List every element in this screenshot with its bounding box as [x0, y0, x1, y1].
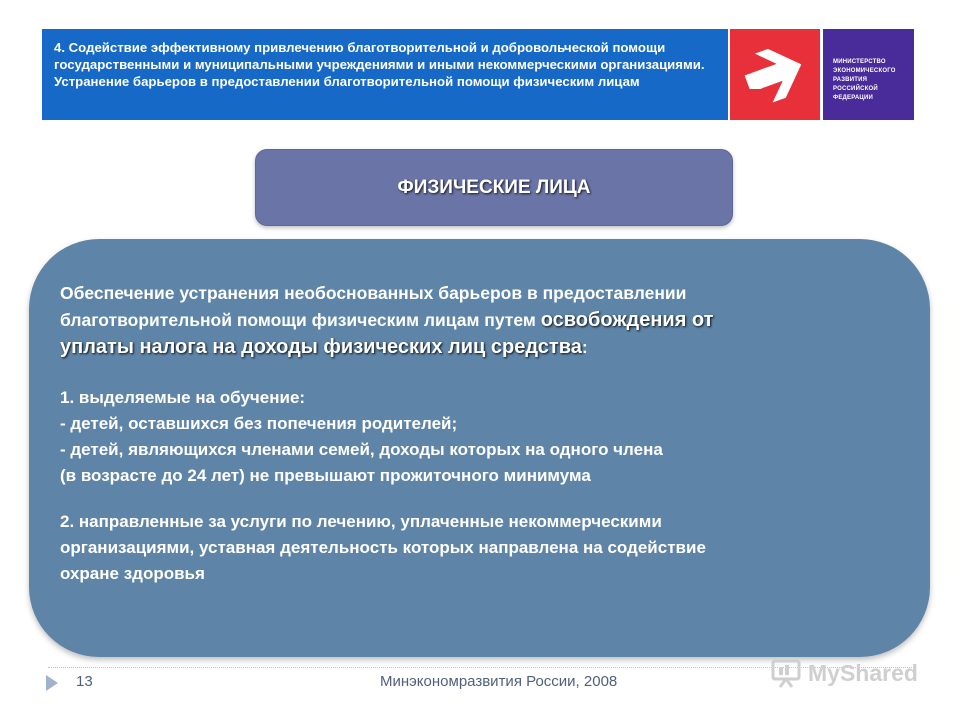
list-item: - детей, оставшихся без попечения родителей; [60, 414, 458, 433]
list-item: (в возрасте до 24 лет) не превышают прожиточного минимума [60, 466, 591, 485]
slide-title: 4. Содействие эффективному привлечению благотворительной и добровольческой помощи государственными и муниципальными учреждениями и иными некоммерческими организациями. Устранение барьеров в предоставлении благотворительной помощи физическим лицам [54, 40, 705, 89]
section-heading-box [255, 149, 733, 226]
presentation-icon [770, 658, 802, 688]
ministry-line: РАЗВИТИЯ [833, 77, 868, 83]
intro-line: Обеспечение устранения необоснованных барьеров в предоставлении [60, 283, 687, 303]
content-panel [29, 239, 930, 657]
panel-text [60, 280, 890, 587]
intro-text: благотворительной помощи физическим лицам путем [60, 310, 541, 330]
ministry-line: МИНИСТЕРСТВО [833, 59, 886, 65]
intro-line [60, 334, 890, 361]
ministry-name [833, 58, 911, 103]
intro-text: : [581, 337, 588, 357]
ministry-line: РОССИЙСКОЙ [833, 86, 878, 92]
watermark [768, 656, 928, 692]
list-item: - детей, являющихся членами семей, доходы которых на одного члена [60, 440, 663, 459]
footer-caption: Минэкономразвития России, 2008 [380, 673, 618, 690]
arrow-logo-icon [730, 29, 820, 120]
watermark-text: MyShared [808, 660, 918, 686]
ministry-logo-arrow [730, 29, 820, 120]
intro-line [60, 307, 890, 334]
list-item: организациями, уставная деятельность которых направлена на содействие [60, 538, 706, 557]
intro-paragraph [60, 280, 890, 361]
ministry-line: ЭКОНОМИЧЕСКОГО [833, 68, 896, 74]
emphasis-text: уплаты налога на доходы физических лиц средства [60, 336, 582, 358]
ministry-logo-text-block [823, 29, 914, 120]
list-item: 2. направленные за услуги по лечению, уплаченные некоммерческими [60, 512, 662, 531]
list-item: 1. выделяемые на обучение: [60, 388, 306, 407]
ministry-line: ФЕДЕРАЦИИ [833, 95, 874, 101]
emphasis-text: освобождения от [540, 309, 714, 331]
list-item: охране здоровья [60, 564, 205, 583]
section-heading: ФИЗИЧЕСКИЕ ЛИЦА [397, 177, 591, 198]
header-banner [42, 29, 728, 120]
page-number: 13 [76, 673, 93, 690]
play-arrow-icon [44, 674, 60, 692]
